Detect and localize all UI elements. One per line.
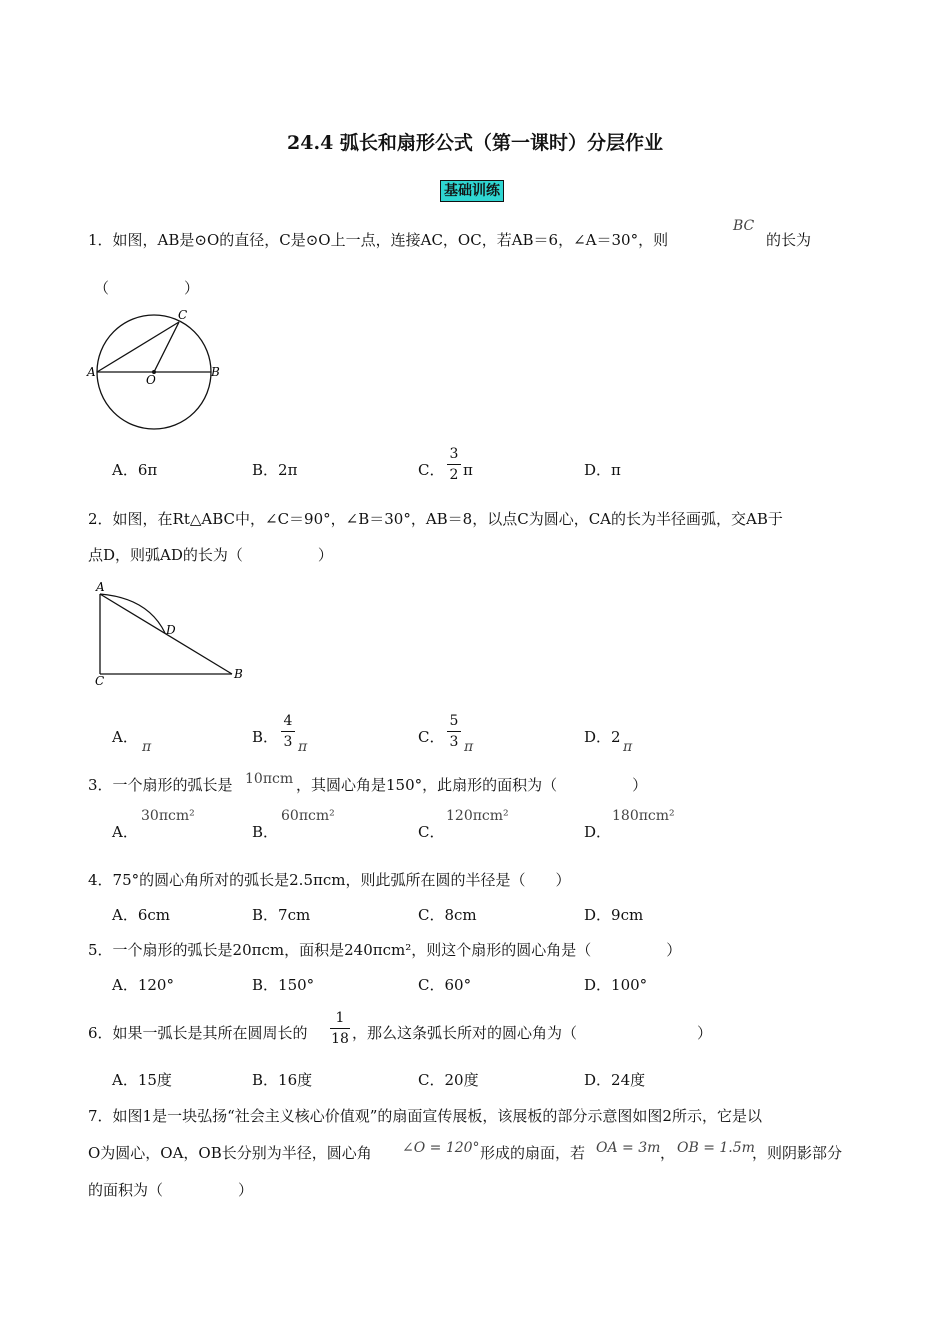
q5-text: 5．一个扇形的弧长是20πcm，面积是240πcm²，则这个扇形的圆心角是（ ）: [88, 941, 682, 959]
q1-text: 1．如图，AB是⊙O的直径，C是⊙O上一点，连接AC，OC，若AB＝6，∠A＝30°，则: [88, 231, 669, 249]
q3-option-b-value: 60πcm²: [281, 808, 335, 824]
q2-option-c-pi: π: [464, 739, 474, 755]
q4-text: 4．75°的圆心角所对的弧长是2.5πcm，则此弧所在圆的半径是（ ）: [88, 871, 571, 889]
q3-option-b: B．: [252, 823, 279, 841]
q2-label-a: A: [96, 580, 105, 594]
q1-circle-figure: [82, 302, 232, 442]
q3-option-a: A．: [112, 823, 138, 841]
q7-line2-mid: 形成的扇面，若: [480, 1144, 586, 1162]
q7-ob: OB = 1.5m: [677, 1140, 755, 1156]
q2-option-c-fraction: [447, 713, 461, 750]
q1-label-a: A: [87, 365, 96, 379]
q2-option-a-pi: π: [142, 739, 152, 755]
q2-label-d: D: [166, 623, 176, 637]
q1-option-b: B．2π: [252, 461, 298, 479]
q3-option-c-value: 120πcm²: [446, 808, 509, 824]
q1-option-d: D．π: [584, 461, 621, 479]
q4-option-c: C．8cm: [418, 906, 477, 924]
q3-option-c: C．: [418, 823, 445, 841]
q2-option-b-num: 4: [283, 713, 293, 729]
q2-option-c: C．: [418, 728, 445, 746]
q4-option-a: A．6cm: [112, 906, 171, 924]
q2-option-b-fraction: [281, 713, 295, 750]
q2-label-c: C: [95, 674, 105, 688]
q3-arc-value: 10πcm: [245, 771, 294, 787]
q1-option-c-den: 2: [449, 467, 459, 483]
q1-option-c: C．: [418, 461, 445, 479]
q5-option-a: A．120°: [112, 976, 174, 994]
q2-option-b-pi: π: [298, 739, 308, 755]
q3-text-pre: 3．一个扇形的弧长是: [88, 776, 233, 794]
q5-option-d: D．100°: [584, 976, 648, 994]
q2-option-d-pi: π: [623, 739, 633, 755]
q5-option-b: B．150°: [252, 976, 315, 994]
page-title: 24.4 弧长和扇形公式（第一课时）分层作业: [287, 132, 663, 154]
q7-line3: 的面积为（ ）: [88, 1181, 254, 1199]
q2-line1: 2．如图，在Rt△ABC中，∠C＝90°，∠B＝30°，AB＝8，以点C为圆心，CA的长为半径画弧，交AB于: [88, 510, 783, 528]
q1-tail: 的长为: [766, 231, 812, 249]
q6-fraction-num: 1: [335, 1010, 345, 1026]
q1-label-o: O: [146, 373, 156, 387]
q7-comma: ，: [660, 1144, 676, 1162]
q6-option-c: C．20度: [418, 1071, 479, 1089]
q7-line2-post: ，则阴影部分: [752, 1144, 843, 1162]
q2-option-d: D．2: [584, 728, 621, 746]
q4-option-b: B．7cm: [252, 906, 311, 924]
q6-option-d: D．24度: [584, 1071, 646, 1089]
q6-text-post: ，那么这条弧长所对的圆心角为（ ）: [352, 1024, 713, 1042]
q7-line2-pre: O为圆心，OA，OB长分别为半径，圆心角: [88, 1144, 372, 1162]
q3-option-a-value: 30πcm²: [141, 808, 195, 824]
q2-option-c-den: 3: [449, 734, 459, 750]
q4-option-d: D．9cm: [584, 906, 644, 924]
q2-option-b: B．: [252, 728, 279, 746]
q7-line1: 7．如图1是一块弘扬“社会主义核心价值观”的扇面宣传展板，该展板的部分示意图如图2所示，它是以: [88, 1107, 762, 1125]
q2-option-b-den: 3: [283, 734, 293, 750]
q7-angle: ∠O = 120°: [402, 1140, 480, 1156]
section-badge: 基础训练: [440, 180, 504, 202]
q1-option-a: A．6π: [112, 461, 158, 479]
q2-option-c-num: 5: [449, 713, 459, 729]
q7-oa: OA = 3m: [596, 1140, 661, 1156]
q5-option-c: C．60°: [418, 976, 472, 994]
q1-option-c-fraction: [447, 446, 461, 483]
q1-arc-label: BC: [733, 218, 755, 234]
q1-label-b: B: [211, 365, 220, 379]
q1-label-c: C: [178, 308, 188, 322]
q1-answer-paren: （ ）: [94, 279, 200, 297]
q6-fraction-den: 18: [331, 1031, 349, 1047]
q2-triangle-figure: [88, 580, 258, 690]
q6-option-a: A．15度: [112, 1071, 172, 1089]
q2-option-a: A．: [112, 728, 138, 746]
q2-label-b: B: [234, 667, 243, 681]
q3-option-d: D．: [584, 823, 612, 841]
q6-fraction: [330, 1010, 350, 1047]
q6-option-b: B．16度: [252, 1071, 313, 1089]
q6-text-pre: 6．如果一弧长是其所在圆周长的: [88, 1024, 308, 1042]
q1-option-c-pi: π: [463, 461, 473, 479]
q1-option-c-num: 3: [449, 446, 459, 462]
q3-option-d-value: 180πcm²: [612, 808, 675, 824]
q2-line2: 点D，则弧AD的长为（ ）: [88, 546, 333, 564]
q3-text-post: ，其圆心角是150°，此扇形的面积为（ ）: [296, 776, 648, 794]
